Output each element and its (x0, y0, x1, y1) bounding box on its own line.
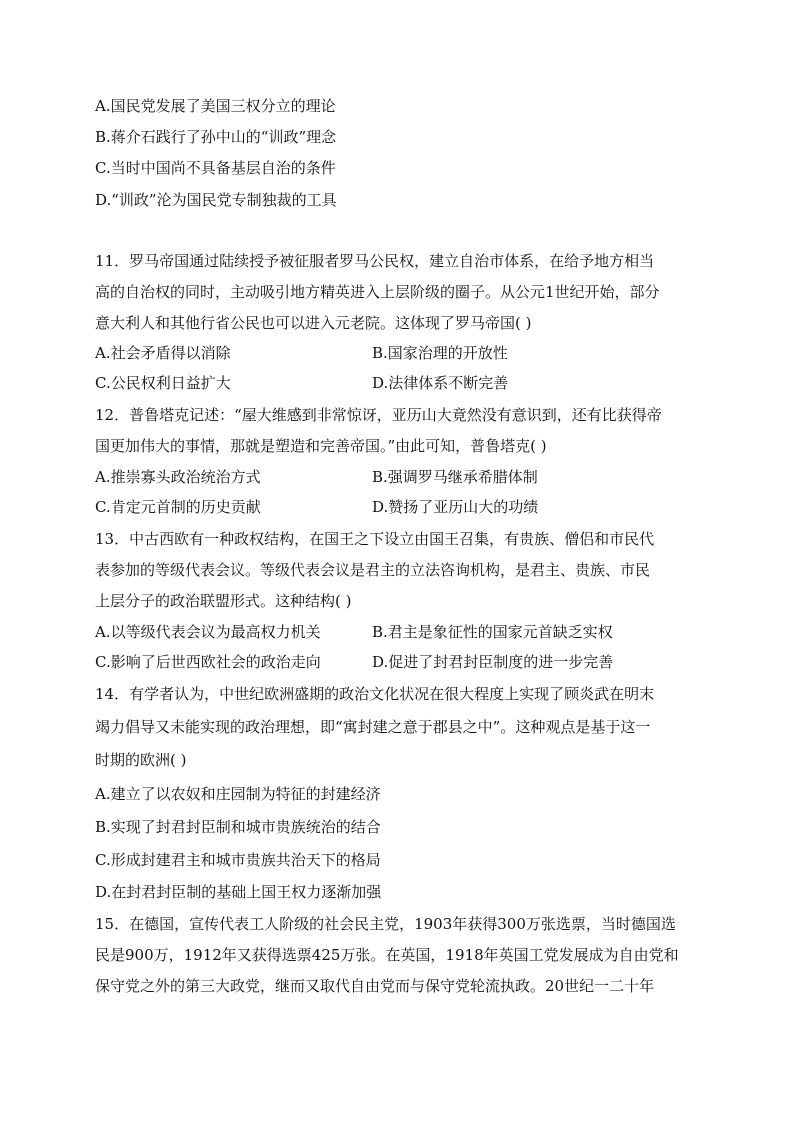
q15-stem-line-1: 15．在德国，宣传代表工人阶级的社会民主党，1903年获得300万张选票，当时德国选 (95, 915, 676, 933)
q12-stem-line-1: 12．普鲁塔克记述：“屋大维感到非常惊讶，亚历山大竟然没有意识到，还有比获得帝 (95, 406, 662, 424)
q12-stem-line-2: 国更加伟大的事情，那就是塑造和完善帝国。”由此可知，普鲁塔克( ) (95, 437, 547, 455)
q10-option-a: A.国民党发展了美国三权分立的理论 (95, 97, 336, 115)
q11-option-b: B.国家治理的开放性 (372, 344, 508, 362)
q11-option-a: A.社会矛盾得以消除 (95, 344, 231, 362)
q11-option-c: C.公民权利日益扩大 (95, 374, 231, 392)
q10-option-b: B.蒋介石践行了孙中山的“训政”理念 (95, 128, 337, 146)
q12-option-b: B.强调罗马继承希腊体制 (372, 468, 538, 486)
q14-option-a: A.建立了以农奴和庄园制为特征的封建经济 (95, 785, 381, 803)
q13-stem-line-2: 表参加的等级代表会议。等级代表会议是君主的立法咨询机构，是君主、贵族、市民 (95, 561, 651, 579)
q11-option-d: D.法律体系不断完善 (372, 374, 509, 392)
q13-option-b: B.君主是象征性的国家元首缺乏实权 (372, 623, 613, 641)
q13-option-c: C.影响了后世西欧社会的政治走向 (95, 653, 321, 671)
q14-stem-line-3: 时期的欧洲( ) (95, 751, 187, 769)
q14-option-d: D.在封君封臣制的基础上国王权力逐渐加强 (95, 883, 382, 901)
q12-option-c: C.肯定元首制的历史贡献 (95, 498, 261, 516)
q14-stem-line-1: 14．有学者认为，中世纪欧洲盛期的政治文化状况在很大程度上实现了顾炎武在明末 (95, 685, 655, 703)
q13-stem-line-3: 上层分子的政治联盟形式。这种结构( ) (95, 592, 352, 610)
q11-stem-line-2: 高的自治权的同时，主动吸引地方精英进入上层阶级的圈子。从公元1世纪开始，部分 (95, 283, 660, 301)
q11-stem-line-1: 11．罗马帝国通过陆续授予被征服者罗马公民权，建立自治市体系，在给予地方相当 (95, 252, 655, 270)
q12-option-a: A.推崇寡头政治统治方式 (95, 468, 261, 486)
q14-stem-line-2: 竭力倡导又未能实现的政治理想，即“寓封建之意于郡县之中”。这种观点是基于这一 (95, 718, 651, 736)
q13-stem-line-1: 13．中古西欧有一种政权结构，在国王之下设立由国王召集，有贵族、僧侣和市民代 (95, 530, 655, 548)
q14-option-c: C.形成封建君主和城市贵族共治天下的格局 (95, 851, 381, 869)
q10-option-c: C.当时中国尚不具备基层自治的条件 (95, 159, 336, 177)
q11-stem-line-3: 意大利人和其他行省公民也可以进入元老院。这体现了罗马帝国( ) (95, 314, 532, 332)
q13-option-a: A.以等级代表会议为最高权力机关 (95, 623, 321, 641)
q15-stem-line-2: 民是900万，1912年又获得选票425万张。在英国，1918年英国工党发展成为自由党和 (95, 946, 679, 964)
q15-stem-line-3: 保守党之外的第三大政党，继而又取代自由党而与保守党轮流执政。20世纪一二十年 (95, 977, 655, 995)
q10-option-d: D.“训政”沦为国民党专制独裁的工具 (95, 191, 337, 209)
q13-option-d: D.促进了封君封臣制度的进一步完善 (372, 653, 614, 671)
q14-option-b: B.实现了封君封臣制和城市贵族统治的结合 (95, 818, 381, 836)
q12-option-d: D.赞扬了亚历山大的功绩 (372, 498, 539, 516)
